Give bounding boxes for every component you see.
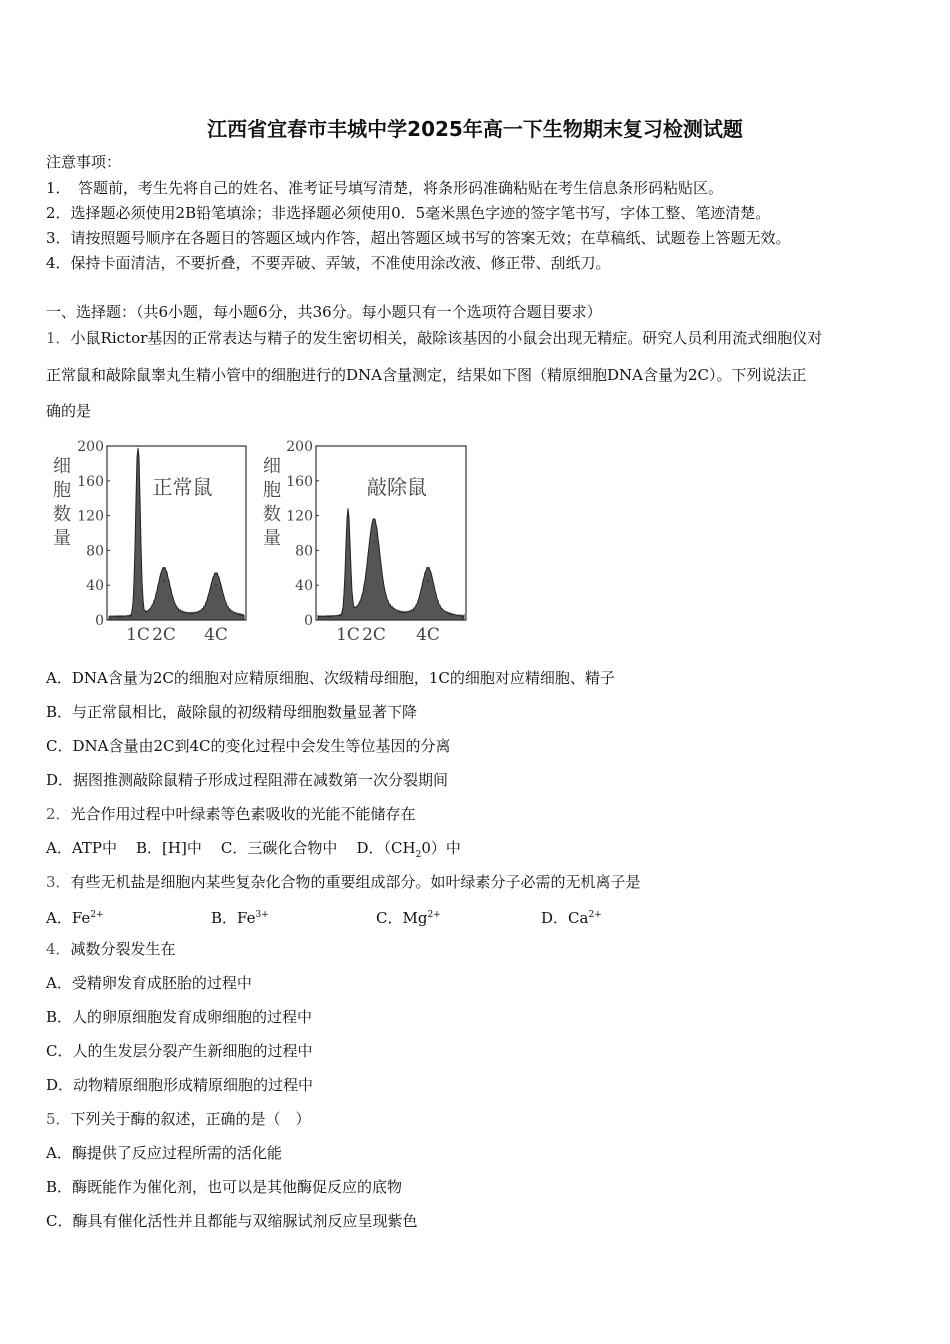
x-tick-label: 4C [204,625,228,645]
x-tick-label: 1C [126,625,150,645]
notice-item: 2．选择题必须使用2B铅笔填涂；非选择题必须使用0．5毫米黑色字迹的签字笔书写，字体工整、笔迹清楚。 [46,204,771,222]
q4-option-d: D．动物精原细胞形成精原细胞的过程中 [46,1076,314,1094]
y-axis-label-char: 数 [263,504,281,525]
question-2-stem: 2．光合作用过程中叶绿素等色素吸收的光能不能储存在 [46,805,416,823]
histogram-normal [46,436,256,651]
y-axis-label-char: 胞 [263,480,281,501]
q5-option-b: B．酶既能作为催化剂，也可以是其他酶促反应的底物 [46,1178,403,1196]
notice-item: 4．保持卡面清洁，不要折叠，不要弄破、弄皱，不准使用涂改液、修正带、刮纸刀。 [46,254,611,272]
x-tick-label: 2C [362,625,386,645]
y-tick-label: 120 [77,508,104,525]
x-tick-label: 2C [152,625,176,645]
question-1-line-1: 1．小鼠Rictor基因的正常表达与精子的发生密切相关，敲除该基因的小鼠会出现无精症。研究人员利用流式细胞仪对 [46,329,823,347]
chart-title: 敲除鼠 [367,475,427,499]
q3-option-d: D．$Ca^{2+}$ [541,909,602,927]
y-tick-label: 0 [95,613,104,629]
chart-frame [316,446,466,620]
y-tick-label: 40 [86,578,104,595]
y-tick-label: 0 [304,613,313,629]
q3-option-b: B．$Fe^{3+}$ [211,909,269,927]
peak-4C [215,584,217,586]
notice-heading: 注意事项： [46,153,122,171]
chart-normal-mouse [46,436,256,655]
q5-option-a: A．酶提供了反应过程所需的活化能 [46,1144,282,1162]
y-tick-label: 160 [77,473,104,490]
page-title: 江西省宜春市丰城中学2025年高一下生物期末复习检测试题 [207,117,743,141]
question-4-stem: 4．减数分裂发生在 [46,940,176,958]
y-tick-label: 120 [286,508,313,525]
q3-option-c: C．$Mg^{2+}$ [376,909,441,927]
q4-option-b: B．人的卵原细胞发育成卵细胞的过程中 [46,1008,313,1026]
y-axis-label-char: 数 [53,504,71,525]
q3-options [46,905,602,928]
chart-title: 正常鼠 [152,475,213,499]
peak-2C [373,541,375,543]
y-axis-label-char: 量 [263,528,281,549]
histogram-area [109,448,244,620]
q3-option-a: A．$Fe^{2+}$ [46,909,104,927]
y-tick-label: 40 [295,578,313,595]
y-tick-label: 200 [77,439,104,455]
q4-option-c: C．人的生发层分裂产生新细胞的过程中 [46,1042,313,1060]
x-tick-label: 4C [416,625,440,645]
notice-item: 3．请按照题号顺序在各题目的答题区域内作答，超出答题区域书写的答案无效；在草稿纸、试题卷上答题无效。 [46,229,791,247]
question-1-line-2: 正常鼠和敲除鼠睾丸生精小管中的细胞进行的DNA含量测定，结果如下图（精原细胞DNA含量为2C）。下列说法正 [46,366,807,384]
peak-2C [163,580,165,582]
y-tick-label: 80 [295,543,313,560]
q5-option-c: C．酶具有催化活性并且都能与双缩脲试剂反应呈现紫色 [46,1212,418,1230]
section-heading: 一、选择题：（共6小题，每小题6分，共36分。每小题只有一个选项符合题目要求） [46,303,602,321]
y-axis-label-char: 胞 [53,480,71,501]
y-axis-label-char: 细 [53,456,71,477]
q1-option-b: B．与正常鼠相比，敲除鼠的初级精母细胞数量显著下降 [46,703,418,721]
y-axis-label-char: 细 [263,456,281,477]
y-tick-label: 80 [86,543,104,560]
question-5-stem: 5．下列关于酶的叙述，正确的是（ ） [46,1110,311,1128]
q1-option-c: C．DNA含量由2C到4C的变化过程中会发生等位基因的分离 [46,737,451,755]
q1-option-a: A．DNA含量为2C的细胞对应精原细胞、次级精母细胞，1C的细胞对应精细胞、精子 [46,669,615,687]
peak-1C [347,515,349,517]
q2-option-c: C．三碳化合物中 [220,839,338,857]
peak-1C [137,445,139,447]
chart-frame [107,446,246,620]
histogram-knockout [256,436,476,651]
q2-option-d: D．$(CH_20)$中 [356,839,461,860]
x-tick-label: 1C [336,625,360,645]
q2-option-a: A．ATP中 [46,839,117,857]
q2-option-b: B．[H]中 [136,839,202,857]
q2-options [46,838,461,865]
question-number: 1． [46,329,71,347]
q4-option-a: A．受精卵发育成胚胎的过程中 [46,974,252,992]
q1-option-d: D．据图推测敲除鼠精子形成过程阻滞在减数第一次分裂期间 [46,771,449,789]
notice-item: 1． 答题前，考生先将自己的姓名、准考证号填写清楚，将条形码准确粘贴在考生信息条形码粘贴区。 [46,179,724,197]
question-3-stem: 3．有些无机盐是细胞内某些复杂化合物的重要组成部分。如叶绿素分子必需的无机离子是 [46,873,641,891]
y-tick-label: 200 [286,439,313,455]
y-tick-label: 160 [286,473,313,490]
question-1-line-3: 确的是 [46,402,92,420]
peak-4C [427,580,429,582]
chart-knockout-mouse [256,436,476,655]
histogram-area [318,508,464,620]
y-axis-label-char: 量 [53,528,71,549]
